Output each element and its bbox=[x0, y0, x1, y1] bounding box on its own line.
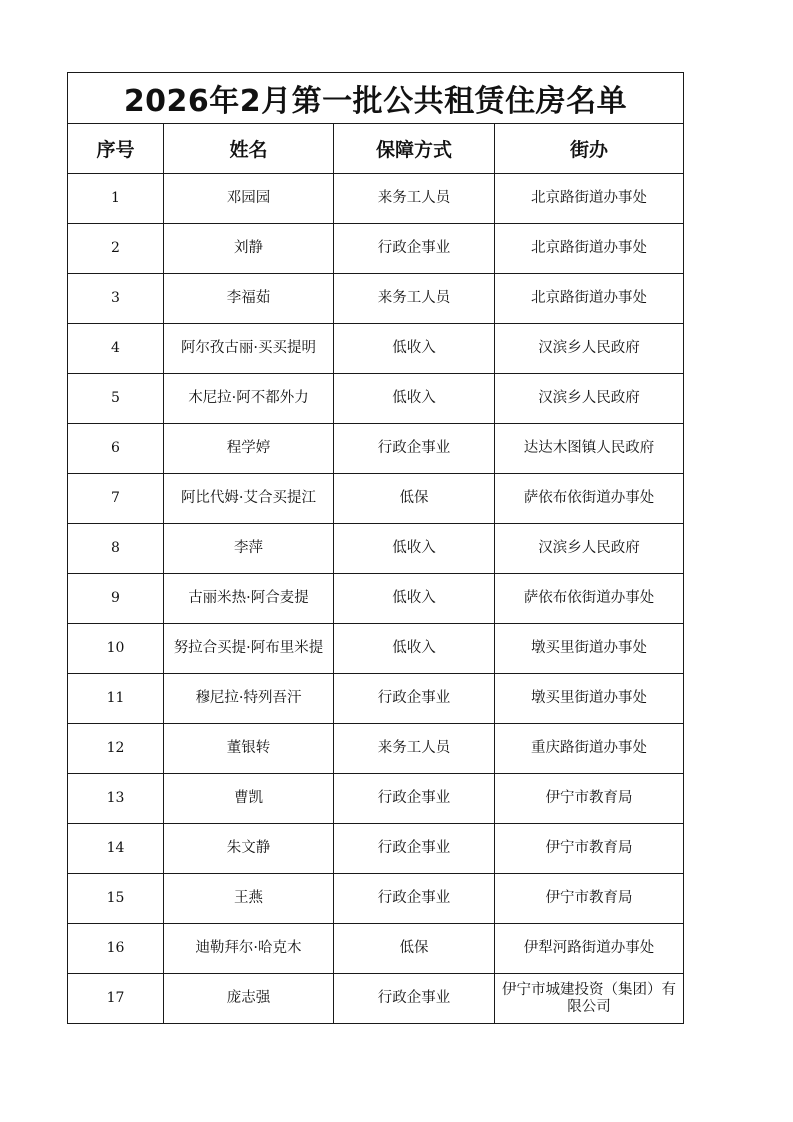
table-row bbox=[68, 374, 684, 424]
cell-index: 12 bbox=[68, 724, 164, 774]
cell-office: 墩买里街道办事处 bbox=[495, 674, 684, 724]
cell-type: 行政企事业 bbox=[334, 824, 495, 874]
cell-office: 汉滨乡人民政府 bbox=[495, 524, 684, 574]
cell-name: 王燕 bbox=[164, 874, 334, 924]
cell-office: 伊宁市城建投资（集团）有限公司 bbox=[495, 974, 684, 1024]
cell-name: 董银转 bbox=[164, 724, 334, 774]
table-row bbox=[68, 324, 684, 374]
cell-type: 行政企事业 bbox=[334, 674, 495, 724]
cell-type: 行政企事业 bbox=[334, 974, 495, 1024]
table-row bbox=[68, 474, 684, 524]
cell-name: 邓园园 bbox=[164, 174, 334, 224]
table-row bbox=[68, 874, 684, 924]
cell-name: 阿尔孜古丽·买买提明 bbox=[164, 324, 334, 374]
cell-name: 朱文静 bbox=[164, 824, 334, 874]
cell-office: 墩买里街道办事处 bbox=[495, 624, 684, 674]
cell-name: 李萍 bbox=[164, 524, 334, 574]
cell-name: 迪勒拜尔·哈克木 bbox=[164, 924, 334, 974]
cell-name: 庞志强 bbox=[164, 974, 334, 1024]
cell-name: 努拉合买提·阿布里米提 bbox=[164, 624, 334, 674]
cell-office: 伊宁市教育局 bbox=[495, 774, 684, 824]
page-title: 2026年2月第一批公共租赁住房名单 bbox=[68, 73, 684, 124]
cell-name: 木尼拉·阿不都外力 bbox=[164, 374, 334, 424]
table-row bbox=[68, 674, 684, 724]
cell-office: 萨依布依街道办事处 bbox=[495, 574, 684, 624]
table-row bbox=[68, 974, 684, 1024]
table-row bbox=[68, 624, 684, 674]
cell-name: 穆尼拉·特列吾汗 bbox=[164, 674, 334, 724]
cell-type: 行政企事业 bbox=[334, 874, 495, 924]
cell-index: 11 bbox=[68, 674, 164, 724]
table-row bbox=[68, 424, 684, 474]
table-row bbox=[68, 574, 684, 624]
table-row bbox=[68, 274, 684, 324]
cell-index: 13 bbox=[68, 774, 164, 824]
cell-index: 3 bbox=[68, 274, 164, 324]
cell-index: 14 bbox=[68, 824, 164, 874]
cell-name: 古丽米热·阿合麦提 bbox=[164, 574, 334, 624]
cell-name: 刘静 bbox=[164, 224, 334, 274]
cell-type: 行政企事业 bbox=[334, 774, 495, 824]
cell-index: 7 bbox=[68, 474, 164, 524]
cell-name: 阿比代姆·艾合买提江 bbox=[164, 474, 334, 524]
table-row bbox=[68, 774, 684, 824]
cell-office: 北京路街道办事处 bbox=[495, 224, 684, 274]
roster-table bbox=[67, 72, 684, 1024]
table-row bbox=[68, 224, 684, 274]
cell-type: 低收入 bbox=[334, 624, 495, 674]
header-row bbox=[68, 124, 684, 174]
table-row bbox=[68, 824, 684, 874]
cell-type: 来务工人员 bbox=[334, 724, 495, 774]
cell-index: 1 bbox=[68, 174, 164, 224]
header-name: 姓名 bbox=[164, 124, 334, 174]
cell-office: 北京路街道办事处 bbox=[495, 274, 684, 324]
cell-index: 8 bbox=[68, 524, 164, 574]
cell-type: 低收入 bbox=[334, 574, 495, 624]
cell-type: 来务工人员 bbox=[334, 174, 495, 224]
cell-office: 达达木图镇人民政府 bbox=[495, 424, 684, 474]
cell-index: 10 bbox=[68, 624, 164, 674]
cell-office: 伊宁市教育局 bbox=[495, 874, 684, 924]
header-index: 序号 bbox=[68, 124, 164, 174]
cell-index: 15 bbox=[68, 874, 164, 924]
cell-type: 低收入 bbox=[334, 324, 495, 374]
cell-name: 程学婷 bbox=[164, 424, 334, 474]
table-row bbox=[68, 924, 684, 974]
cell-office: 汉滨乡人民政府 bbox=[495, 374, 684, 424]
cell-index: 4 bbox=[68, 324, 164, 374]
table-row bbox=[68, 174, 684, 224]
cell-office: 汉滨乡人民政府 bbox=[495, 324, 684, 374]
cell-index: 17 bbox=[68, 974, 164, 1024]
header-type: 保障方式 bbox=[334, 124, 495, 174]
cell-type: 行政企事业 bbox=[334, 224, 495, 274]
cell-type: 低收入 bbox=[334, 524, 495, 574]
cell-index: 16 bbox=[68, 924, 164, 974]
roster-sheet bbox=[67, 72, 683, 1024]
cell-office: 伊犁河路街道办事处 bbox=[495, 924, 684, 974]
cell-index: 6 bbox=[68, 424, 164, 474]
header-office: 街办 bbox=[495, 124, 684, 174]
cell-type: 来务工人员 bbox=[334, 274, 495, 324]
cell-type: 低保 bbox=[334, 474, 495, 524]
title-row bbox=[68, 73, 684, 124]
cell-office: 萨依布依街道办事处 bbox=[495, 474, 684, 524]
cell-index: 5 bbox=[68, 374, 164, 424]
table-row bbox=[68, 724, 684, 774]
cell-type: 低收入 bbox=[334, 374, 495, 424]
cell-name: 李福茹 bbox=[164, 274, 334, 324]
table-body bbox=[68, 174, 684, 1024]
cell-office: 伊宁市教育局 bbox=[495, 824, 684, 874]
cell-index: 9 bbox=[68, 574, 164, 624]
cell-office: 重庆路街道办事处 bbox=[495, 724, 684, 774]
cell-name: 曹凯 bbox=[164, 774, 334, 824]
cell-office: 北京路街道办事处 bbox=[495, 174, 684, 224]
table-row bbox=[68, 524, 684, 574]
cell-type: 行政企事业 bbox=[334, 424, 495, 474]
cell-index: 2 bbox=[68, 224, 164, 274]
cell-type: 低保 bbox=[334, 924, 495, 974]
